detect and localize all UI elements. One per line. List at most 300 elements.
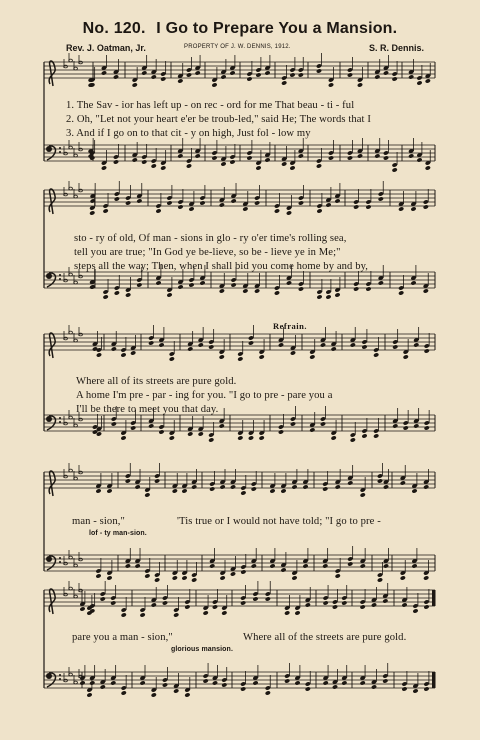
note-head [269,563,275,568]
note-head [298,286,304,291]
note-head [184,604,190,609]
note-head [148,340,154,345]
note-head [357,153,363,158]
note-head [416,157,422,162]
refrain-label: Refrain. [273,321,307,331]
note-head [400,480,406,485]
final-barline [432,672,435,688]
note-head [169,356,175,361]
treble-clef-icon [49,333,55,358]
note-head [265,690,271,695]
note-head [106,488,112,493]
note-head [221,682,227,687]
note-head [361,344,367,349]
copyright-notice: PROPERTY OF J. W. DENNIS, 1912. [184,44,291,50]
note-head [378,196,384,201]
note-head [240,600,246,605]
note-head [181,575,187,580]
lyric-small: lof - ty man-sion. [89,530,147,537]
note-head [114,196,120,201]
note-head [259,435,265,440]
note-head [316,163,322,168]
bass-clef-dot [59,674,61,676]
note-head [373,433,379,438]
note-head [347,561,353,566]
note-head [252,596,258,601]
note-head [371,602,377,607]
note-head [423,686,429,691]
note-head [229,70,235,75]
note-head [320,421,326,426]
note-head [323,680,329,685]
note-head [408,74,414,79]
note-head [302,484,308,489]
lyric-line: Where all of its streets are pure gold. [76,376,237,387]
note-head [166,200,172,205]
note-head [113,74,119,79]
bass-clef-dot [59,147,61,149]
note-head [172,575,178,580]
note-head [423,575,429,580]
note-head [230,484,236,489]
note-head [274,290,280,295]
note-head [248,340,254,345]
note-head [231,198,237,203]
note-head [284,610,290,615]
note-head [86,692,92,697]
note-head [186,72,192,77]
note-head [191,484,197,489]
note-head [400,575,406,580]
note-head [347,72,353,77]
note-head [132,82,138,87]
note-head [237,435,243,440]
note-head [392,167,398,172]
note-head [111,421,117,426]
note-head [412,688,418,693]
note-head [89,210,95,215]
note-head [111,346,117,351]
lyric-line: 3. And if I go on to that cit - y on high, Just fol - low my [66,128,311,139]
note-head [328,82,334,87]
note-head [365,204,371,209]
note-head [209,563,215,568]
note-head [291,575,297,580]
note-head [132,157,138,162]
note-head [254,200,260,205]
note-head [155,280,161,285]
note-head [120,435,126,440]
note-head [289,72,295,77]
note-head [237,356,243,361]
note-head [416,80,422,85]
bass-clef-dot [59,274,61,276]
note-head [212,680,218,685]
lyric-line: A home I'm pre - par - ing for you. "I go to pre - pare you a [76,390,333,401]
note-head [203,678,209,683]
note-head [325,294,331,299]
bass-clef-dot [59,278,61,280]
note-head [398,290,404,295]
note-head [401,602,407,607]
note-head [211,82,217,87]
note-head [305,602,311,607]
note-head [246,155,252,160]
lyric-line: 'Tis true or I would not have told; "I go to pre - [177,516,381,527]
note-head [177,153,183,158]
note-head [353,286,359,291]
note-head [423,484,429,489]
note-head [187,431,193,436]
note-head [383,563,389,568]
note-head [331,346,337,351]
note-head [325,202,331,207]
note-head [140,612,146,617]
note-head [392,423,398,428]
note-head [121,690,127,695]
note-head [101,165,107,170]
note-head [322,563,328,568]
note-head [187,346,193,351]
note-head [328,155,334,160]
note-head [220,484,226,489]
note-head [335,573,341,578]
note-head [195,153,201,158]
note-head [265,596,271,601]
note-head [347,480,353,485]
note-head [398,206,404,211]
note-head [121,612,127,617]
note-head [203,610,209,615]
lyric-line: steps all the way; Then, when I shall bid you come home by and by, [74,261,369,272]
note-head [252,680,258,685]
note-head [383,155,389,160]
note-head [110,600,116,605]
lyric-small: glorious mansion. [171,646,233,653]
note-head [242,288,248,293]
note-head [334,292,340,297]
note-head [211,155,217,160]
note-head [360,563,366,568]
note-head [298,72,304,77]
note-head [151,74,157,79]
lyric-line: 2. Oh, "Let not your heart e'er be troub-led," said He; The words that I [66,114,371,125]
note-head [309,354,315,359]
note-head [240,686,246,691]
bass-clef-icon [46,673,52,679]
note-head [125,478,131,483]
note-head [350,342,356,347]
note-head [320,342,326,347]
note-head [148,423,154,428]
note-head [191,577,197,582]
note-head [100,596,106,601]
note-head [278,342,284,347]
note-head [365,286,371,291]
note-head [298,200,304,205]
note-head [220,575,226,580]
note-head [286,280,292,285]
note-head [341,680,347,685]
note-head [177,284,183,289]
note-head [353,204,359,209]
composer: S. R. Dennis. [368,43,424,53]
note-head [373,352,379,357]
note-head [392,76,398,81]
note-head [374,153,380,158]
note-head [184,692,190,697]
note-head [79,606,85,611]
note-head [89,284,95,289]
treble-clef-icon [49,589,55,614]
note-head [151,602,157,607]
note-head [281,161,287,166]
note-head [208,344,214,349]
note-head [294,610,300,615]
note-head [162,682,168,687]
bass-clef-icon [46,416,52,422]
note-head [424,348,430,353]
note-head [408,153,414,158]
note-head [144,573,150,578]
note-head [242,206,248,211]
note-head [151,163,157,168]
note-head [125,200,131,205]
note-head [151,692,157,697]
author: Rev. J. Oatman, Jr. [66,43,146,53]
note-head [230,571,236,576]
note-head [360,492,366,497]
note-head [294,680,300,685]
lyric-line: sto - ry of old, Of man - sions in glo - ry o'er time's rolling sea, [74,233,347,244]
note-head [154,577,160,582]
note-head [289,165,295,170]
note-head [290,350,296,355]
note-head [423,288,429,293]
note-head [423,604,429,609]
note-head [240,569,246,574]
note-head [403,425,409,430]
note-head [155,208,161,213]
note-head [264,70,270,75]
bass-clef-icon [46,273,52,279]
note-head [280,488,286,493]
note-head [425,78,431,83]
note-head [309,427,315,432]
note-head [251,563,257,568]
note-head [177,78,183,83]
note-head [251,486,257,491]
note-head [140,680,146,685]
note-head [411,563,417,568]
note-head [410,206,416,211]
note-head [284,678,290,683]
note-head [158,342,164,347]
note-head [199,200,205,205]
note-head [135,484,141,489]
note-head [360,604,366,609]
note-head [136,282,142,287]
note-head [332,684,338,689]
note-head [280,567,286,572]
bass-clef-dot [59,561,61,563]
hymn-title: I Go to Prepare You a Mansion. [156,20,398,37]
note-head [208,437,214,442]
note-head [96,352,102,357]
note-head [410,280,416,285]
note-head [158,429,164,434]
lyric-line: man - sion," [72,516,125,527]
note-head [125,563,131,568]
note-head [136,198,142,203]
bass-clef-dot [59,151,61,153]
note-head [413,423,419,428]
note-head [316,294,322,299]
note-head [135,563,141,568]
treble-clef-icon [49,61,55,86]
note-head [172,488,178,493]
note-head [198,342,204,347]
note-head [100,684,106,689]
note-head [212,604,218,609]
note-head [246,76,252,81]
note-head [411,488,417,493]
note-head [322,486,328,491]
note-head [413,342,419,347]
note-head [101,70,107,75]
note-head [360,680,366,685]
note-head [278,429,284,434]
note-head [130,350,136,355]
note-head [269,488,275,493]
note-head [103,208,109,213]
note-head [169,435,175,440]
note-head [154,478,160,483]
note-head [166,292,172,297]
note-head [425,165,431,170]
bass-clef-dot [59,557,61,559]
note-head [254,288,260,293]
note-head [173,688,179,693]
note-head [199,280,205,285]
note-head [125,292,131,297]
note-head [274,208,280,213]
note-head [377,478,383,483]
note-head [240,490,246,495]
note-head [248,435,254,440]
lyric-line: tell you are true; "In God ye be-lieve, so be - lieve ye in Me;" [74,247,341,258]
note-head [95,488,101,493]
note-head [188,282,194,287]
lyric-line: Where all of the streets are pure gold. [243,632,407,643]
note-head [361,433,367,438]
note-head [130,425,136,430]
note-head [120,352,126,357]
note-head [357,82,363,87]
treble-clef-icon [49,189,55,214]
note-head [255,165,261,170]
bass-clef-dot [59,417,61,419]
treble-clef-icon [49,471,55,496]
lyric-line: pare you a man - sion," [72,632,173,643]
note-head [332,604,338,609]
hymn-number: No. 120. [82,20,146,37]
note-head [181,488,187,493]
note-head [195,70,201,75]
note-head [113,159,119,164]
note-head [219,354,225,359]
note-head [423,204,429,209]
note-head [264,157,270,162]
note-head [114,290,120,295]
note-head [305,686,311,691]
note-head [188,206,194,211]
bass-clef-icon [46,146,52,152]
note-head [141,70,147,75]
note-head [383,484,389,489]
bass-clef-icon [46,556,52,562]
note-head [341,600,347,605]
note-head [403,354,409,359]
note-head [316,68,322,73]
note-head [331,435,337,440]
note-head [412,608,418,613]
note-head [347,155,353,160]
note-head [298,153,304,158]
note-head [323,600,329,605]
note-head [382,598,388,603]
note-head [219,423,225,428]
note-head [162,600,168,605]
note-head [281,80,287,85]
note-head [378,280,384,285]
note-head [219,202,225,207]
note-head [350,437,356,442]
note-head [79,680,85,685]
final-barline [432,590,435,606]
note-head [220,161,226,166]
note-head [220,74,226,79]
lyric-line: I'll be there to meet you that day. [76,404,219,415]
note-head [290,421,296,426]
note-head [89,680,95,685]
note-head [209,486,215,491]
note-head [173,612,179,617]
note-head [177,204,183,209]
note-head [221,610,227,615]
note-head [103,294,109,299]
note-head [255,72,261,77]
note-head [291,484,297,489]
note-head [334,198,340,203]
note-head [219,288,225,293]
note-head [401,686,407,691]
note-head [424,425,430,430]
note-head [106,575,112,580]
note-head [302,563,308,568]
note-head [144,492,150,497]
note-head [110,680,116,685]
note-head [229,159,235,164]
bass-clef-dot [59,678,61,680]
note-head [186,163,192,168]
note-head [286,210,292,215]
note-head [383,70,389,75]
note-head [316,208,322,213]
note-head [198,431,204,436]
bass-clef-dot [59,421,61,423]
note-head [160,76,166,81]
